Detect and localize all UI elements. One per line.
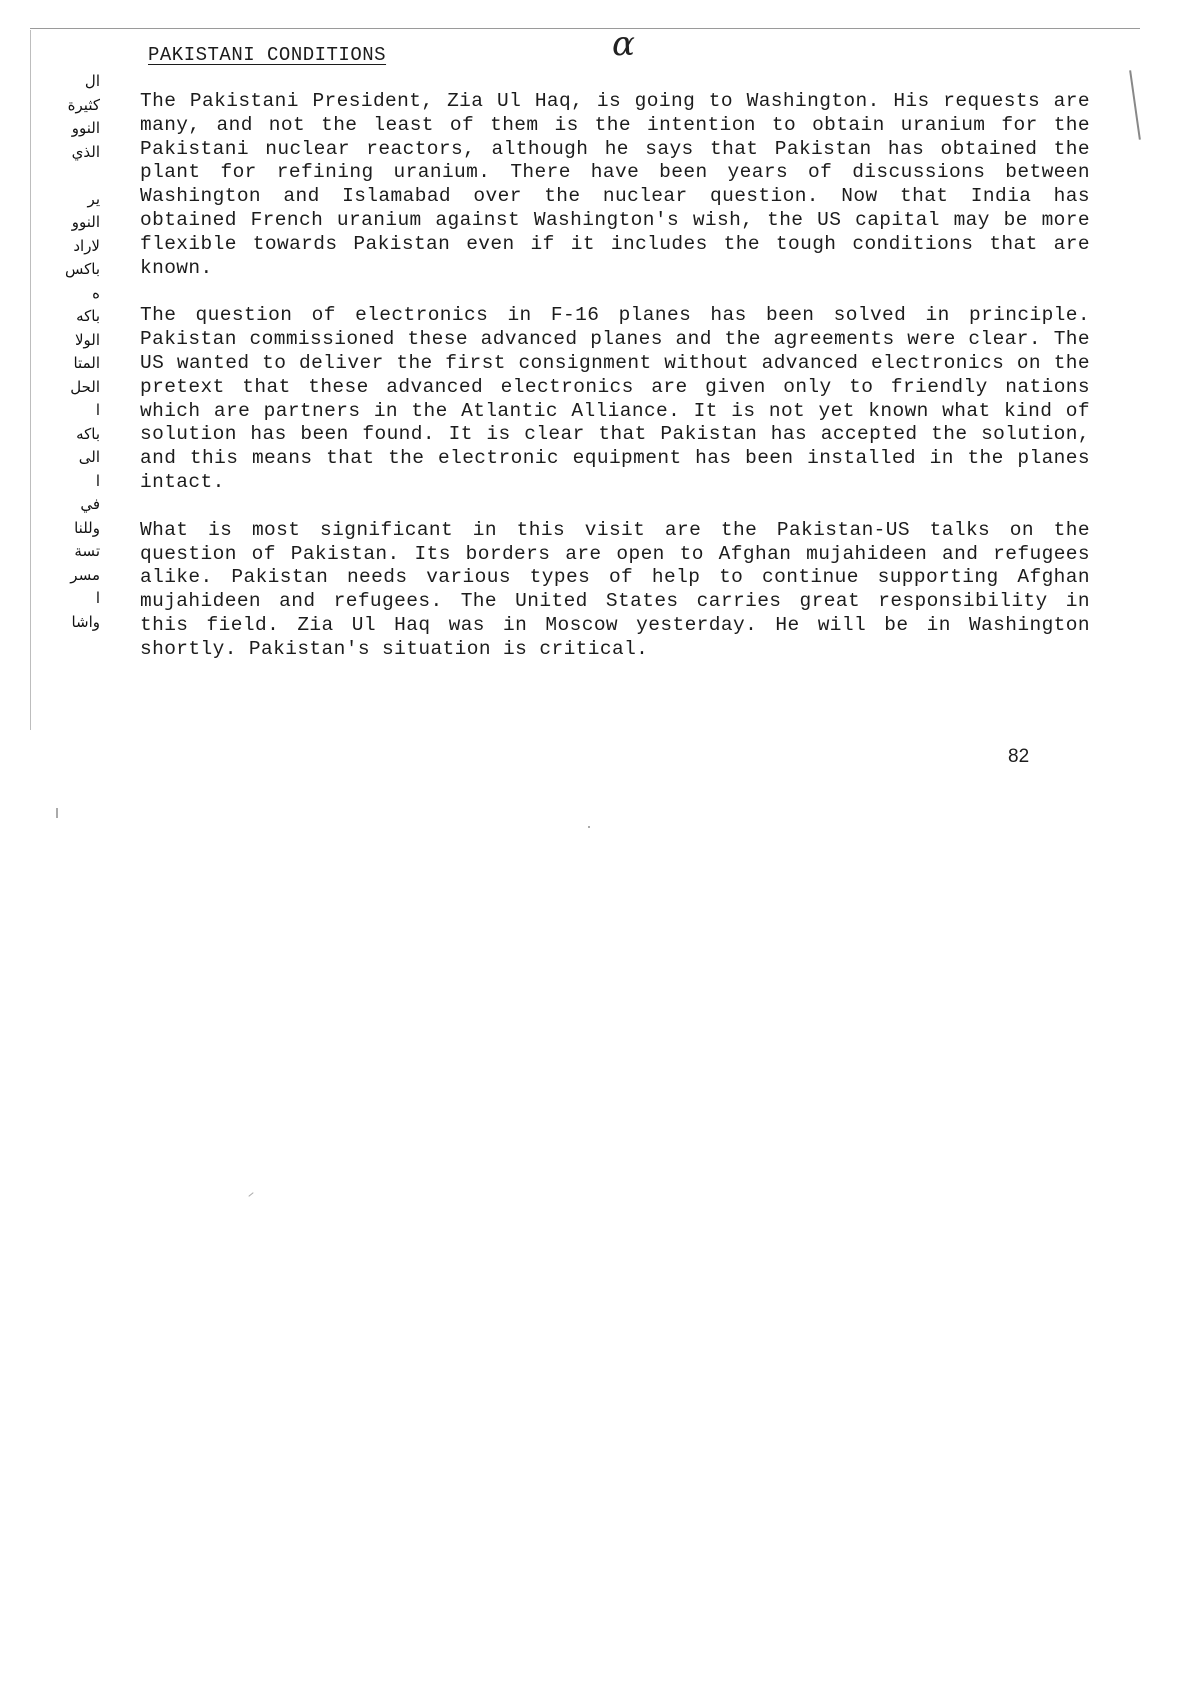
margin-pen-mark [1129,70,1141,140]
document-body [140,90,1090,686]
margin-fragment: باكس [64,260,100,278]
margin-fragment: واشا [71,612,100,631]
margin-fragment: مسر [70,565,100,584]
margin-fragment: باكه [76,307,100,325]
scan-speck [56,808,58,818]
margin-fragment: ه [92,283,100,302]
margin-fragment: ا [95,589,100,607]
margin-fragment: تسة [74,542,100,560]
scan-speck [248,1192,253,1197]
paragraph-afghan-refugees: What is most significant in this visit are the Pakistan-US talks on the question of Pakistan. Its borders are open to Afghan mujahideen and refugees alike. Pakistan needs various types of help to continue supporting Afghan mujahideen and refugees. The United States carries great responsibility in this field. Zia Ul Haq was in Moscow yesterday. He will be in Washington shortly. Pakistan's situation is critical. [140,518,1090,660]
left-margin-rule [30,30,31,730]
margin-fragment: الحل [70,377,100,396]
handwritten-mark: α [612,24,635,64]
paragraph-f16-electronics: The question of electronics in F-16 planes has been solved in principle. Pakistan commissioned these advanced planes and the agreements were clear. The US wanted to deliver the first consignment without advanced electronics on the pretext that these advanced electronics are given only to friendly nations which are partners in the Atlantic Alliance. It is not yet known what kind of solution has been found. It is clear that Pakistan has accepted the solution, and this means that the electronic equipment has been installed in the planes intact. [140,304,1090,493]
margin-fragment: ا [95,471,100,490]
margin-fragment: كثيرة [67,95,100,114]
page-number: 82 [1008,746,1030,767]
page-title: PAKISTANI CONDITIONS [148,44,387,66]
margin-fragment: في [80,495,100,513]
margin-fragment: الذي [71,142,100,161]
margin-fragment: ا [95,401,100,419]
margin-fragment: وللنا [74,518,100,537]
margin-arabic-fragments [40,70,100,634]
scan-speck [588,826,590,828]
margin-fragment: لاراد [73,236,100,255]
margin-fragment: الى [78,448,100,466]
margin-fragment: ير [87,189,100,208]
margin-fragment: النوو [71,213,100,231]
margin-fragment: النوو [71,119,100,137]
margin-fragment: المتا [73,354,100,372]
margin-fragment: باكه [76,424,100,443]
margin-fragment [40,164,100,188]
margin-fragment: ال [84,72,100,90]
margin-fragment: الولا [74,330,100,349]
top-rule [30,28,1140,29]
paragraph-president-visit: The Pakistani President, Zia Ul Haq, is going to Washington. His requests are many, and not the least of them is the intention to obtain uranium for the Pakistani nuclear reactors, although he says that Pakistan has obtained the plant for refining uranium. There have been years of discussions between Washington and Islamabad over the nuclear question. Now that India has obtained French uranium against Washington's wish, the US capital may be more flexible towards Pakistan even if it includes the tough conditions that are known. [140,90,1090,279]
